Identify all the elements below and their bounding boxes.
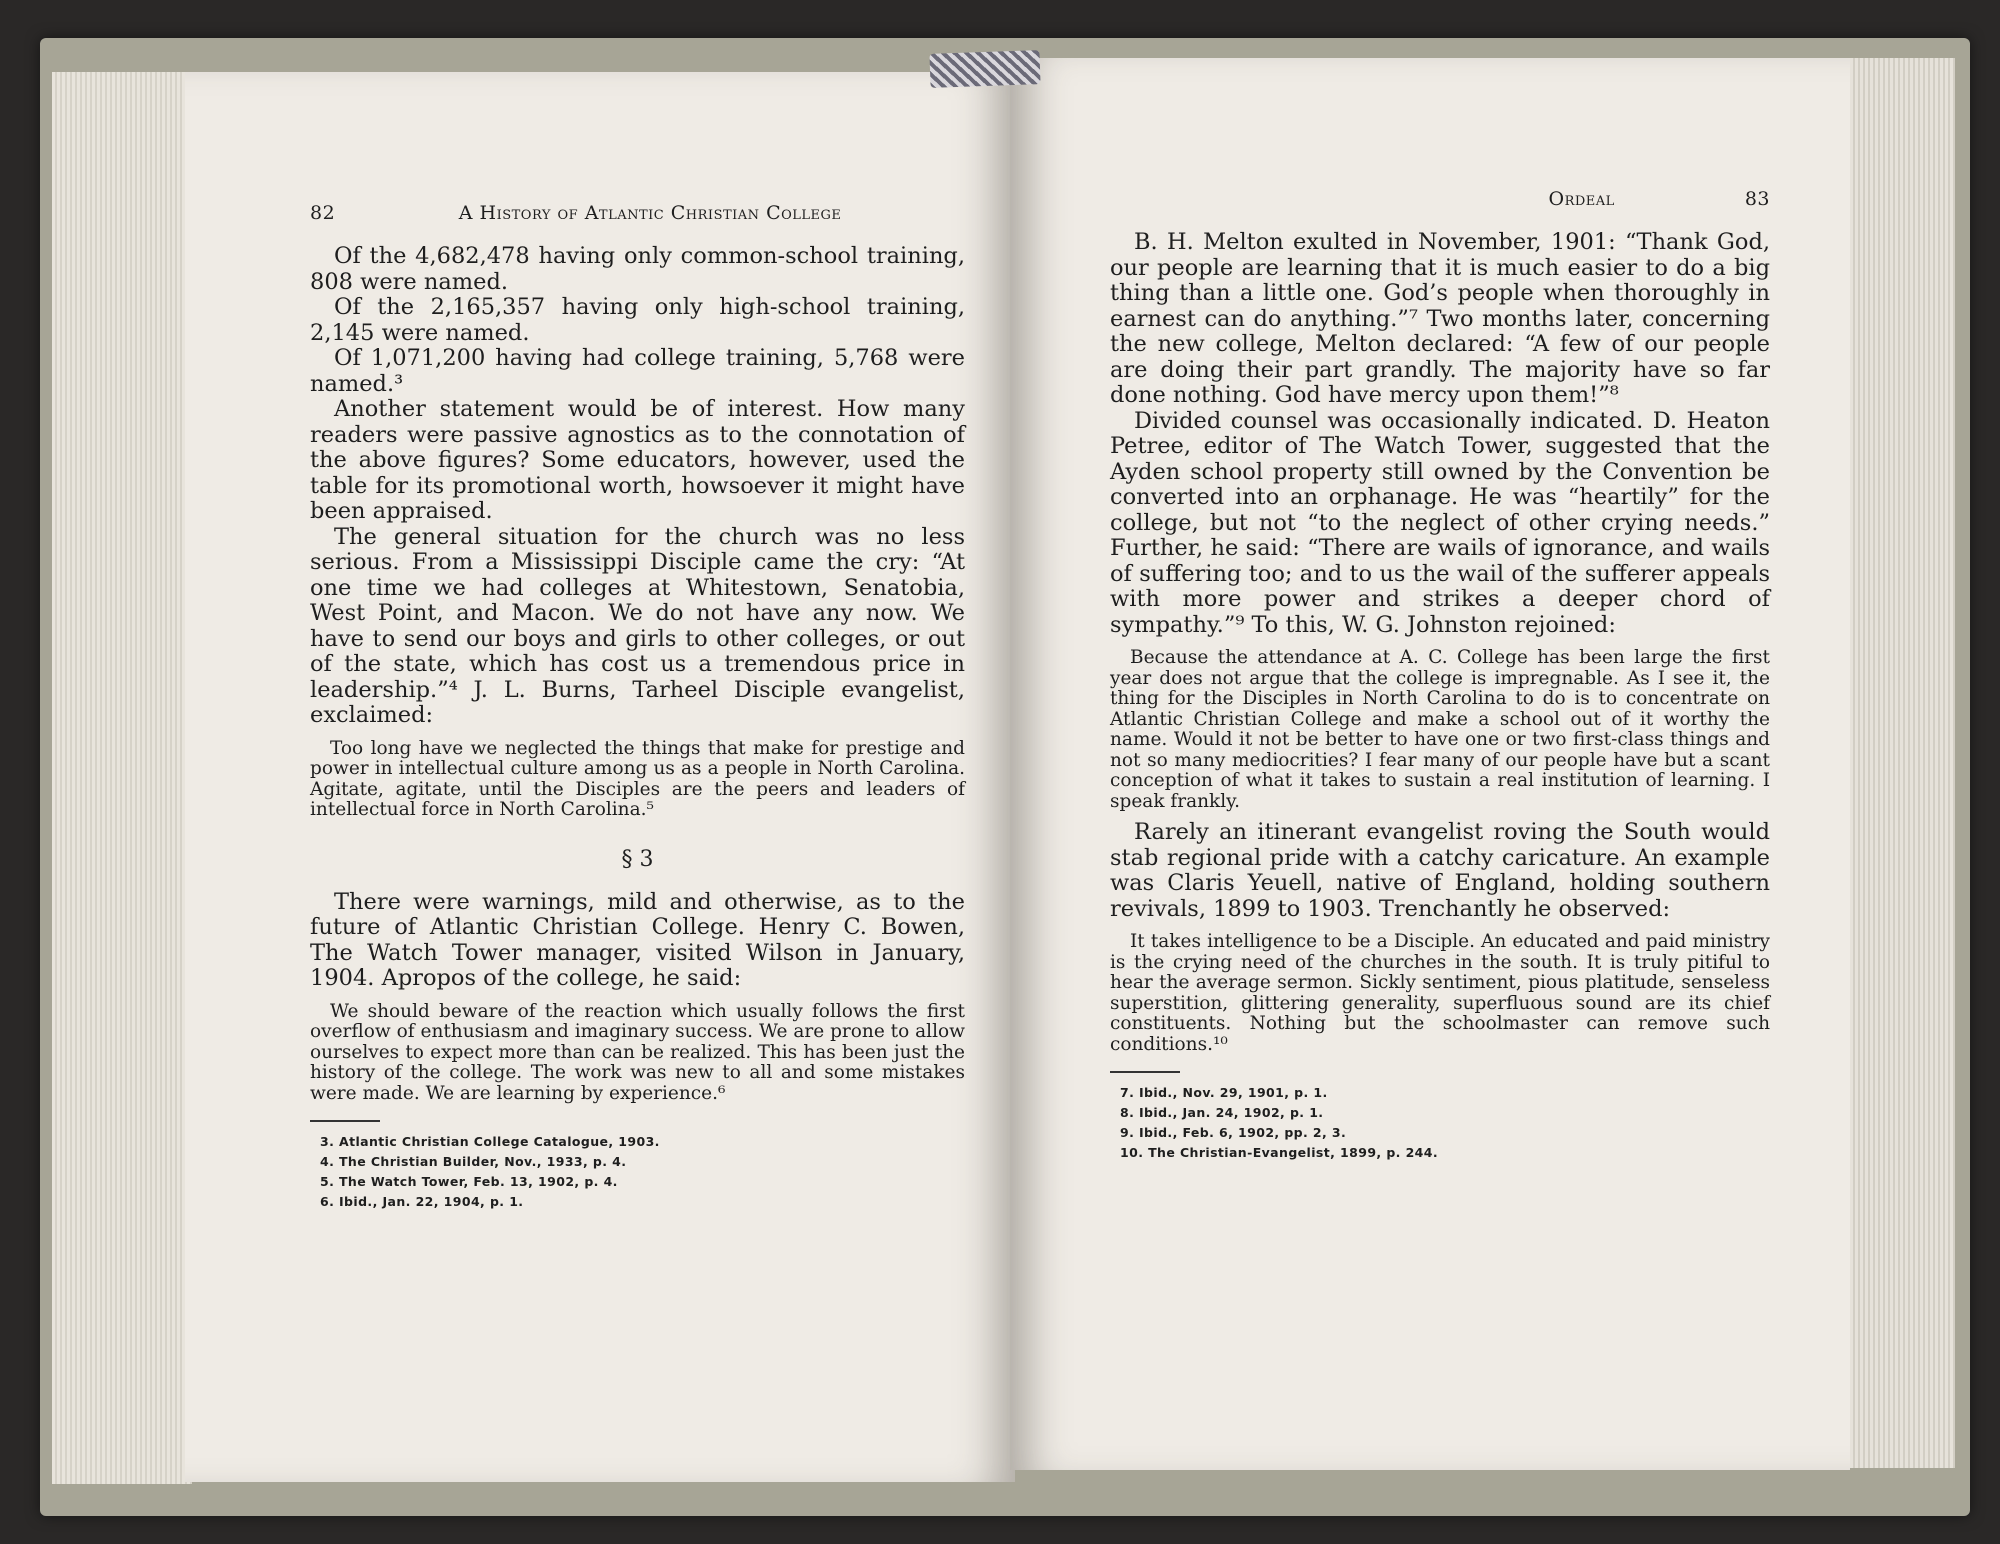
right-footnote-8: 8. Ibid., Jan. 24, 1902, p. 1. [1120,1105,1324,1120]
right-page [1010,58,1850,1470]
right-block-quote-2: It takes intelligence to be a Disciple. An educated and paid ministry is the crying need of the churches in the south. It is truly pitiful to hear the average sermon. Sickly sentiment, pious platitude, senseless superstition, glittering generality, superfluous sound are its chief constituents. Nothing but the schoolmaster can remove such conditions.¹⁰ [1110,931,1770,1055]
left-page [185,72,1015,1482]
left-paragraph-2: Of the 2,165,357 having only high-school training, 2,145 were named. [310,294,965,346]
left-footnote-rule [310,1120,380,1122]
section-mark: § 3 [621,846,654,872]
left-block-quote-1: Too long have we neglected the things that make for prestige and power in intellectual culture among us as a people in North Carolina. Agitate, agitate, until the Disciples are the peers and leaders of intellectual force in North Carolina.⁵ [310,737,965,820]
left-footnote-6: 6. Ibid., Jan. 22, 1904, p. 1. [320,1194,524,1209]
left-paragraph-6: There were warnings, mild and otherwise, as to the future of Atlantic Christian College. Henry C. Bowen, The Watch Tower manager, visited Wilson in January, 1904. Apropos of the college, he said: [310,888,965,991]
right-footnote-7: 7. Ibid., Nov. 29, 1901, p. 1. [1120,1085,1328,1100]
spine-headband [929,50,1040,88]
right-paragraph-1: B. H. Melton exulted in November, 1901: “Thank God, our people are learning that it is much easier to do a big thing than a little one. God’s people when thoroughly in earnest can do anything.”⁷ Two months later, concerning the new college, Melton declared: “A few of our people are doing their part grandly. The majority have so far done nothing. God have mercy upon them!”⁸ [1110,229,1770,408]
right-page-number: 83 [1744,188,1770,210]
left-paragraph-1: Of the 4,682,478 having only common-school training, 808 were named. [310,243,965,295]
left-footnote-5: 5. The Watch Tower, Feb. 13, 1902, p. 4. [320,1174,618,1189]
left-page-content [310,202,965,1212]
left-paragraph-3: Of 1,071,200 having had college training, 5,768 were named.³ [310,345,965,397]
left-page-number: 82 [310,202,336,224]
left-running-title: A History of Atlantic Christian College [458,202,842,224]
right-block-quote-1: Because the attendance at A. C. College has been large the first year does not argue that the college is impregnable. As I see it, the thing for the Disciples in North Carolina to do is to concentrate on Atlantic Christian College and make a school out of it worthy the name. Would it not be better to have one or two first-class things and not so many mediocrities? I fear many of our people have but a scant conception of what it takes to sustain a real institution of learning. I speak frankly. [1110,647,1770,812]
page-edges-left [52,72,192,1484]
left-footnote-4: 4. The Christian Builder, Nov., 1933, p. 4. [320,1154,627,1169]
left-running-head [310,202,965,224]
right-paragraph-3: Rarely an itinerant evangelist roving the South would stab regional pride with a catchy caricature. An example was Claris Yeuell, native of England, holding southern revivals, 1899 to 1903. Trenchantly he observed: [1110,819,1770,922]
right-running-title: Ordeal [1548,188,1615,210]
right-paragraph-2: Divided counsel was occasionally indicated. D. Heaton Petree, editor of The Watch Tower, suggested that the Ayden school property still owned by the Convention be converted into an orphanage. He was “heartily” for the college, but not “to the neglect of other crying needs.” Further, he said: “There are wails of ignorance, and wails of suffering too; and to us the wail of the sufferer appeals with more power and strikes a deeper chord of sympathy.”⁹ To this, W. G. Johnston rejoined: [1110,407,1770,638]
right-footnote-10: 10. The Christian-Evangelist, 1899, p. 244. [1120,1145,1439,1160]
page-edges-right [1840,58,1955,1468]
left-footnote-3: 3. Atlantic Christian College Catalogue, 1903. [320,1134,660,1149]
left-paragraph-5: The general situation for the church was no less serious. From a Mississippi Disciple came the cry: “At one time we had colleges at Whitestown, Senatobia, West Point, and Macon. We do not have any now. We have to send our boys and girls to other colleges, or out of the state, which has cost us a tremendous price in leadership.”⁴ J. L. Burns, Tarheel Disciple evangelist, exclaimed: [310,523,965,728]
right-footnote-rule [1110,1071,1180,1073]
left-block-quote-2: We should beware of the reaction which usually follows the first overflow of enthusiasm and imaginary success. We are prone to allow ourselves to expect more than can be realized. This has been just the history of the college. The work was new to all and some mistakes were made. We are learning by experience.⁶ [310,1000,965,1104]
right-footnote-9: 9. Ibid., Feb. 6, 1902, pp. 2, 3. [1120,1125,1347,1140]
right-page-content [1110,188,1770,1163]
right-running-head [1110,188,1770,210]
left-paragraph-4: Another statement would be of interest. How many readers were passive agnostics as to the connotation of the above figures? Some educators, however, used the table for its promotional worth, howsoever it might have been appraised. [310,396,965,524]
